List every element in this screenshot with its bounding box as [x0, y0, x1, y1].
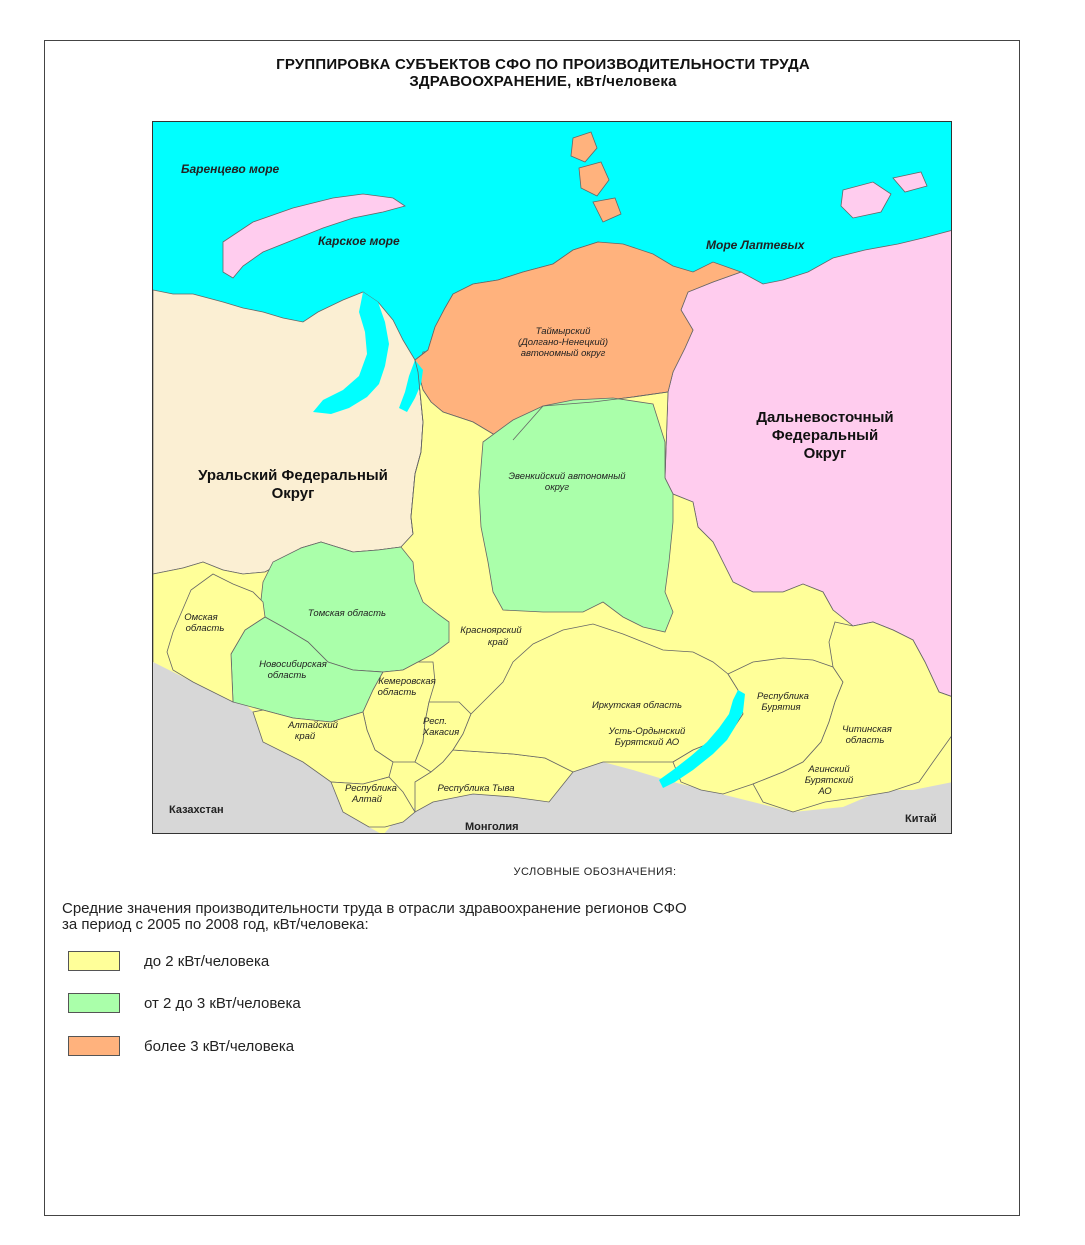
- label-evenk-1: Эвенкийский автономный: [508, 471, 626, 482]
- label-krasnoyarsk-2: край: [487, 637, 509, 648]
- label-irkutsk: Иркутская область: [591, 700, 683, 711]
- label-altai-krai-2: край: [294, 731, 316, 742]
- map-title-line2: ЗДРАВООХРАНЕНИЕ, кВт/человека: [409, 73, 677, 90]
- legend-description: [62, 901, 962, 933]
- map-title-line1: ГРУППИРОВКА СУБЪЕКТОВ СФО ПО ПРОИЗВОДИТЕЛЬНОСТИ ТРУДА: [276, 56, 810, 73]
- label-altai-krai-1: Алтайский: [288, 720, 338, 731]
- label-aga-3: АО: [818, 786, 832, 797]
- label-kara-sea: Карское море: [318, 234, 400, 248]
- label-novosibirsk-1: Новосибирская: [259, 659, 327, 670]
- legend-label-low: до 2 кВт/человека: [144, 952, 270, 970]
- legend-description-line2: за период с 2005 по 2008 год, кВт/человека:: [62, 916, 369, 933]
- label-altai-republic-2: Алтай: [351, 794, 383, 805]
- label-kemerovo-1: Кемеровская: [378, 676, 436, 687]
- label-ust-orda-1: Усть-Ордынский: [608, 726, 686, 737]
- label-omsk-2: область: [185, 623, 225, 634]
- label-aga-1: Агинский: [808, 764, 850, 775]
- label-tomsk: Томская область: [307, 608, 387, 619]
- label-khakasia-1: Респ.: [422, 716, 448, 727]
- legend-item-low: [68, 950, 269, 972]
- label-fareast-district-2: Федеральный: [771, 427, 879, 444]
- label-taymyr-3: автономный округ: [520, 348, 606, 359]
- label-altai-republic-1: Республика: [345, 783, 397, 794]
- label-buryatia-2: Бурятия: [761, 702, 801, 713]
- label-taymyr-2: (Долгано-Ненецкий): [517, 337, 609, 348]
- region-evenk: [479, 398, 673, 632]
- legend-swatch-low: [68, 951, 120, 971]
- label-chita-1: Читинская: [842, 724, 892, 735]
- label-laptev-sea: Море Лаптевых: [706, 238, 805, 252]
- label-ural-district-2: Округ: [271, 485, 315, 502]
- label-aga-2: Бурятский: [804, 775, 854, 786]
- label-kemerovo-2: область: [377, 687, 417, 698]
- label-mongolia: Монголия: [465, 821, 519, 833]
- legend-label-high: более 3 кВт/человека: [144, 1037, 295, 1055]
- label-barents-sea: Баренцево море: [181, 162, 280, 176]
- label-ural-district-1: Уральский Федеральный: [198, 467, 388, 484]
- legend-item-mid: [68, 992, 301, 1014]
- map-svg: [153, 122, 952, 834]
- label-khakasia-2: Хакасия: [422, 727, 460, 738]
- label-novosibirsk-2: область: [267, 670, 307, 681]
- legend-swatch-high: [68, 1036, 120, 1056]
- label-ust-orda-2: Бурятский АО: [614, 737, 680, 748]
- label-kazakhstan: Казахстан: [169, 804, 224, 816]
- label-fareast-district-1: Дальневосточный: [756, 409, 894, 426]
- label-evenk-2: округ: [544, 482, 570, 493]
- label-china: Китай: [905, 813, 937, 825]
- legend-swatch-mid: [68, 993, 120, 1013]
- label-tyva: Республика Тыва: [437, 783, 515, 794]
- label-chita-2: область: [845, 735, 885, 746]
- legend-heading: УСЛОВНЫЕ ОБОЗНАЧЕНИЯ:: [513, 866, 677, 878]
- legend-label-mid: от 2 до 3 кВт/человека: [144, 994, 301, 1012]
- map-area: [152, 121, 952, 834]
- legend-item-high: [68, 1035, 294, 1057]
- label-buryatia-1: Республика: [757, 691, 809, 702]
- label-fareast-district-3: Округ: [803, 445, 847, 462]
- label-omsk-1: Омская: [184, 612, 218, 623]
- legend-description-line1: Средние значения производительности труда в отрасли здравоохранение регионов СФО: [62, 900, 687, 917]
- label-taymyr-1: Таймырский: [535, 326, 591, 337]
- label-krasnoyarsk-1: Красноярский: [460, 625, 522, 636]
